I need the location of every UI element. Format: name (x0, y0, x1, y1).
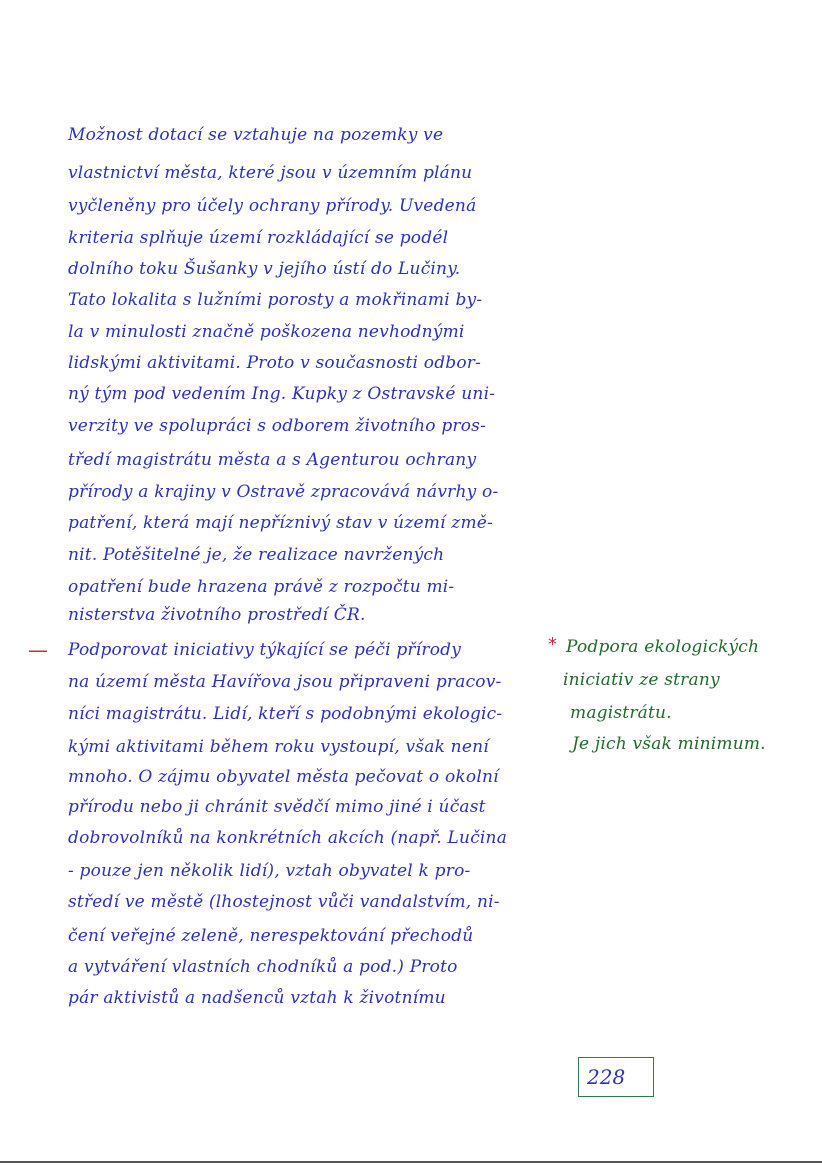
body-line-27: a vytváření vlastních chodníků a pod.) Proto (68, 957, 458, 977)
body-line-28: pár aktivistů a nadšenců vztah k životnímu (68, 988, 446, 1008)
body-line-20: kými aktivitami během roku vystoupí, však není (68, 737, 489, 757)
page-bottom-edge (0, 1161, 822, 1163)
body-line-8: lidskými aktivitami. Proto v současnosti odbor- (68, 353, 482, 373)
body-line-6: Tato lokalita s lužními porosty a mokřinami by- (68, 290, 483, 310)
margin-marker: — (28, 638, 48, 662)
margin-note-line-3: magistrátu. (570, 703, 672, 723)
body-line-2: vlastnictví města, které jsou v územním plánu (68, 163, 473, 183)
margin-note-line-4: Je jich však minimum. (572, 734, 766, 754)
margin-note-line-2: iniciativ ze strany (563, 670, 720, 690)
body-line-7: la v minulosti značně poškozena nevhodnými (68, 322, 465, 342)
body-line-21: mnoho. O zájmu obyvatel města pečovat o okolní (68, 767, 499, 787)
page-number: 228 (587, 1065, 626, 1089)
body-line-10: verzity ve spolupráci s odborem životního pros- (68, 416, 487, 436)
body-line-19: níci magistrátu. Lidí, kteří s podobnými ekologic- (68, 704, 503, 724)
body-line-26: čení veřejné zeleně, nerespektování přechodů (68, 926, 474, 946)
body-line-14: nit. Potěšitelné je, že realizace navržených (68, 545, 445, 565)
body-line-1: Možnost dotací se vztahuje na pozemky ve (68, 125, 444, 145)
body-line-9: ný tým pod vedením Ing. Kupky z Ostravské uni- (68, 384, 496, 404)
body-line-5: dolního toku Šušanky v jejího ústí do Lučiny. (68, 259, 461, 279)
body-line-12: přírody a krajiny v Ostravě zpracovává návrhy o- (68, 482, 499, 502)
body-line-17: Podporovat iniciativy týkající se péči přírody (68, 640, 462, 660)
body-line-25: středí ve městě (lhostejnost vůči vandalstvím, ni- (68, 892, 500, 912)
body-line-23: dobrovolníků na konkrétních akcích (např. Lučina (68, 828, 508, 848)
body-line-4: kriteria splňuje území rozkládající se podél (68, 228, 449, 248)
margin-note-line-1: Podpora ekologických (566, 637, 760, 657)
body-line-22: přírodu nebo ji chránit svědčí mimo jiné i účast (68, 797, 486, 817)
margin-star: * (548, 634, 557, 655)
body-line-13: patření, která mají nepříznivý stav v území změ- (68, 513, 493, 533)
body-line-15: opatření bude hrazena právě z rozpočtu mi- (68, 577, 455, 597)
page-number-box (578, 1057, 654, 1097)
body-line-11: tředí magistrátu města a s Agenturou ochrany (68, 450, 477, 470)
body-line-18: na území města Havířova jsou připraveni pracov- (68, 672, 502, 692)
body-line-3: vyčleněny pro účely ochrany přírody. Uvedená (68, 196, 477, 216)
body-line-16: nisterstva životního prostředí ČR. (68, 605, 366, 625)
body-line-24: - pouze jen několik lidí), vztah obyvatel k pro- (68, 861, 471, 881)
